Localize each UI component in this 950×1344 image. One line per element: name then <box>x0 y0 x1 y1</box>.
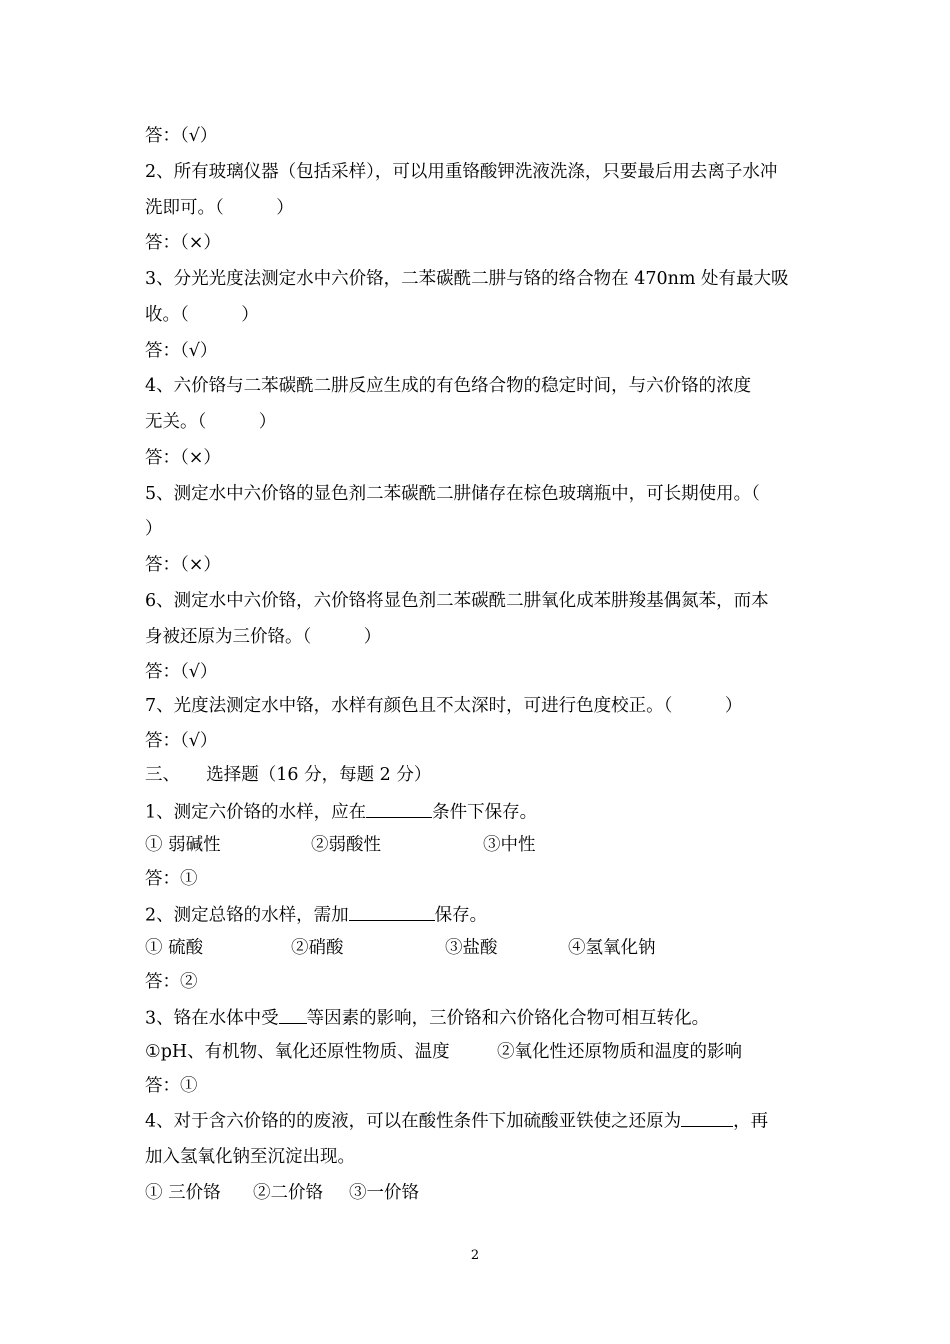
question-line: 无关。（ ） <box>145 412 277 432</box>
answer-line: 答：（√） <box>145 731 218 751</box>
choice-question-2 <box>145 902 487 928</box>
question-text: 2、测定总铬的水样，需加 <box>145 905 349 926</box>
option: ②硝酸 <box>291 938 344 958</box>
question-text: 4、对于含六价铬的的废液，可以在酸性条件下加硫酸亚铁使之还原为 <box>145 1111 682 1132</box>
option: ③中性 <box>483 835 536 855</box>
option: ① 弱碱性 <box>145 835 221 855</box>
answer-line: 答：（×） <box>145 448 221 468</box>
answer-line: 答：① <box>145 869 198 889</box>
answer-line: 答：① <box>145 1076 198 1096</box>
option: ②二价铬 <box>253 1183 323 1203</box>
question-line: 洗即可。（ ） <box>145 198 294 218</box>
choice-options-3 <box>145 1040 742 1064</box>
question-line: 5、测定水中六价铬的显色剂二苯碳酰二肼储存在棕色玻璃瓶中，可长期使用。（ <box>145 484 760 504</box>
page-number: 2 <box>470 1248 480 1263</box>
answer-line: 答：② <box>145 972 198 992</box>
question-line: ） <box>145 519 163 539</box>
question-line: 4、六价铬与二苯碳酰二肼反应生成的有色络合物的稳定时间，与六价铬的浓度 <box>145 376 752 396</box>
choice-options-1 <box>145 833 536 857</box>
answer-line: 答：（√） <box>145 126 218 146</box>
question-text: ，再 <box>733 1111 769 1132</box>
answer-line: 答：（√） <box>145 662 218 682</box>
option: ① 硫酸 <box>145 938 204 958</box>
choice-question-4 <box>145 1108 768 1134</box>
option: ②氧化性还原物质和温度的影响 <box>497 1042 742 1062</box>
option: ① 三价铬 <box>145 1183 221 1203</box>
section-heading: 三、 选择题（16 分，每题 2 分） <box>145 765 432 785</box>
question-line: 7、光度法测定水中铬，水样有颜色且不太深时，可进行色度校正。（ ） <box>145 696 743 716</box>
choice-options-4 <box>145 1181 419 1205</box>
choice-question-3 <box>145 1005 709 1031</box>
question-line: 加入氢氧化钠至沉淀出现。 <box>145 1147 355 1167</box>
question-line: 收。（ ） <box>145 305 259 325</box>
answer-line: 答：（×） <box>145 555 221 575</box>
question-line: 2、所有玻璃仪器（包括采样），可以用重铬酸钾洗液洗涤，只要最后用去离子水冲 <box>145 162 778 182</box>
question-line: 6、测定水中六价铬，六价铬将显色剂二苯碳酰二肼氧化成苯肼羧基偶氮苯，而本 <box>145 591 769 611</box>
answer-blank <box>681 1108 733 1127</box>
question-line: 身被还原为三价铬。（ ） <box>145 627 382 647</box>
question-text: 条件下保存。 <box>432 802 538 823</box>
answer-line: 答：（×） <box>145 233 221 253</box>
question-text: 等因素的影响，三价铬和六价铬化合物可相互转化。 <box>306 1008 710 1029</box>
option: ③盐酸 <box>445 938 498 958</box>
question-text: 3、铬在水体中受 <box>145 1008 279 1029</box>
question-line: 3、分光光度法测定水中六价铬，二苯碳酰二肼与铬的络合物在 470nm 处有最大吸 <box>145 269 789 289</box>
option: ②弱酸性 <box>311 835 381 855</box>
question-text: 1、测定六价铬的水样，应在 <box>145 802 367 823</box>
choice-question-1 <box>145 799 537 825</box>
answer-blank <box>366 799 432 818</box>
choice-options-2 <box>145 936 656 960</box>
answer-line: 答：（√） <box>145 341 218 361</box>
question-text: 保存。 <box>434 905 488 926</box>
option: ④氢氧化钠 <box>568 938 656 958</box>
option: ①pH、有机物、氧化还原性物质、温度 <box>145 1042 450 1062</box>
option: ③一价铬 <box>349 1183 419 1203</box>
answer-blank <box>349 902 435 921</box>
answer-blank <box>279 1005 307 1024</box>
